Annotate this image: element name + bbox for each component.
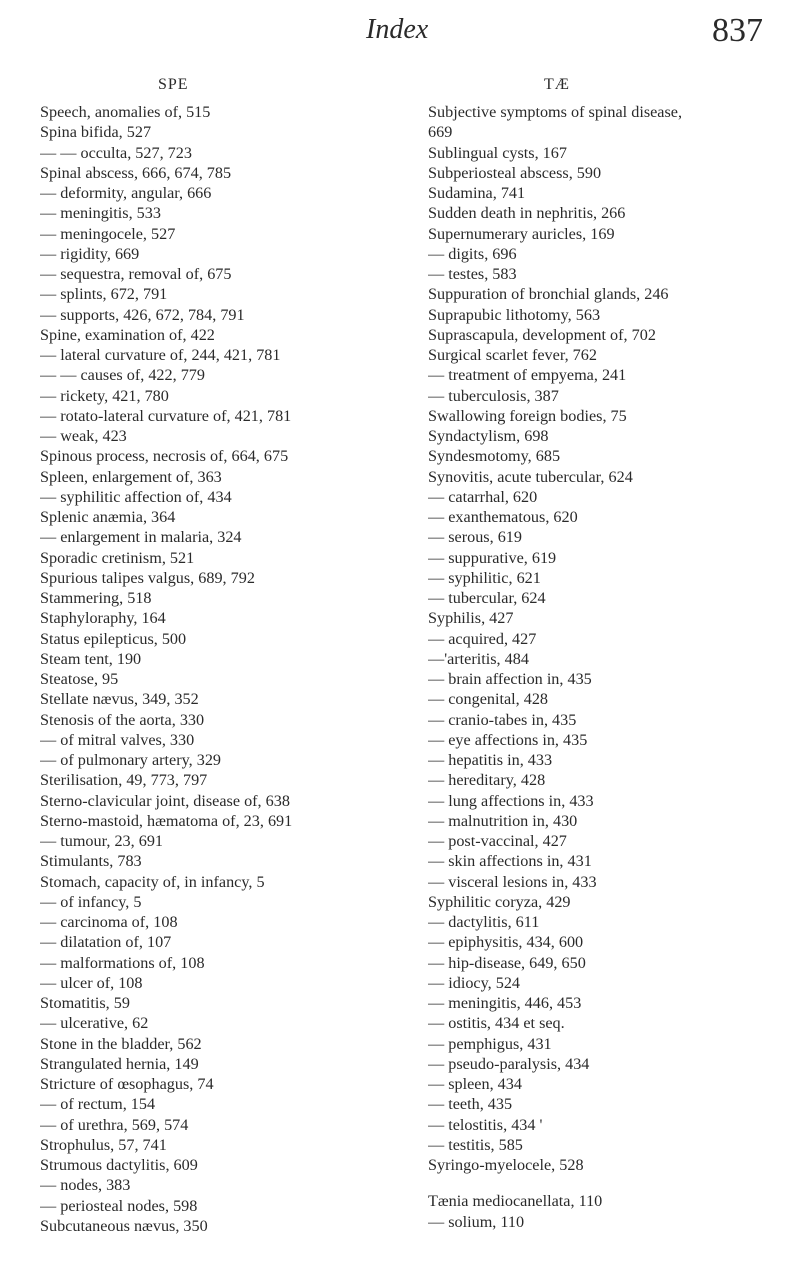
index-entry: — digits, 696 bbox=[428, 244, 517, 263]
index-entry: — malformations of, 108 bbox=[40, 953, 205, 972]
index-entry: — post-vaccinal, 427 bbox=[428, 832, 567, 850]
index-entry: — exanthematous, 620 bbox=[428, 508, 578, 526]
index-entry: Stone in the bladder, 562 bbox=[40, 1034, 202, 1053]
index-entry: — — causes of, 422, 779 bbox=[40, 366, 205, 385]
index-entry: Splenic anæmia, 364 bbox=[40, 508, 176, 526]
index-entry: — of infancy, 5 bbox=[40, 892, 142, 911]
index-entry: — rotato-lateral curvature of, 421, 781 bbox=[40, 406, 292, 425]
index-entry: — meningitis, 446, 453 bbox=[428, 994, 582, 1012]
index-entry: — teeth, 435 bbox=[428, 1095, 513, 1114]
index-entry: Staphyloraphy, 164 bbox=[40, 609, 166, 628]
index-entry: — spleen, 434 bbox=[428, 1075, 522, 1093]
index-entry: — lung affections in, 433 bbox=[428, 791, 594, 810]
left-column-heading: SPE bbox=[158, 76, 189, 93]
index-entry: — treatment of empyema, 241 bbox=[428, 366, 627, 385]
index-entry: — meningocele, 527 bbox=[40, 224, 176, 243]
index-entry: — serous, 619 bbox=[428, 528, 522, 547]
taenia-entry-list bbox=[428, 1191, 800, 1232]
index-entry: — lateral curvature of, 244, 421, 781 bbox=[40, 346, 281, 364]
index-entry: Syphilis, 427 bbox=[428, 609, 514, 628]
index-entry: — weak, 423 bbox=[40, 427, 127, 445]
index-entry: — hepatitis in, 433 bbox=[428, 751, 553, 769]
index-entry: Sterilisation, 49, 773, 797 bbox=[40, 771, 208, 790]
index-entry: Strangulated hernia, 149 bbox=[40, 1054, 199, 1073]
index-entry: — supports, 426, 672, 784, 791 bbox=[40, 305, 245, 324]
index-entry: — — occulta, 527, 723 bbox=[40, 143, 192, 162]
index-entry: — skin affections in, 431 bbox=[428, 852, 592, 871]
index-entry: Stenosis of the aorta, 330 bbox=[40, 710, 205, 729]
index-entry: — rickety, 421, 780 bbox=[40, 386, 169, 405]
index-entry: Sudden death in nephritis, 266 bbox=[428, 204, 626, 223]
left-column bbox=[40, 74, 400, 1236]
index-entry: — idiocy, 524 bbox=[428, 973, 521, 992]
index-entry: — visceral lesions in, 433 bbox=[428, 872, 597, 891]
index-entry: — pemphigus, 431 bbox=[428, 1034, 552, 1053]
index-entry: Speech, anomalies of, 515 bbox=[40, 103, 211, 121]
index-entry: — deformity, angular, 666 bbox=[40, 184, 212, 202]
index-entry: — dilatation of, 107 bbox=[40, 933, 172, 952]
index-entry: Syphilitic coryza, 429 bbox=[428, 892, 571, 911]
index-entry: — hereditary, 428 bbox=[428, 771, 546, 790]
index-entry: Subperiosteal abscess, 590 bbox=[428, 163, 602, 182]
index-entry: — cranio-tabes in, 435 bbox=[428, 710, 577, 729]
index-entry: Status epilepticus, 500 bbox=[40, 629, 187, 648]
index-entry: — nodes, 383 bbox=[40, 1176, 131, 1195]
index-entry: Supernumerary auricles, 169 bbox=[428, 224, 615, 243]
index-entry: Sublingual cysts, 167 bbox=[428, 143, 567, 162]
left-entry-list bbox=[40, 102, 400, 1236]
index-entry: — enlargement in malaria, 324 bbox=[40, 528, 242, 547]
index-entry: Stimulants, 783 bbox=[40, 852, 142, 871]
index-entry: — testes, 583 bbox=[428, 265, 517, 283]
index-entry: — ulcer of, 108 bbox=[40, 973, 143, 992]
right-column-heading: TÆ bbox=[544, 76, 570, 93]
index-entry: — carcinoma of, 108 bbox=[40, 913, 178, 931]
page-number: 837 bbox=[712, 12, 763, 49]
index-entry: —'arteritis, 484 bbox=[428, 649, 529, 668]
index-entry: — malnutrition in, 430 bbox=[428, 811, 578, 830]
index-entry: — ulcerative, 62 bbox=[40, 1014, 149, 1033]
running-title: Index bbox=[366, 14, 429, 45]
index-entry: Spleen, enlargement of, 363 bbox=[40, 467, 222, 486]
index-entry: — periosteal nodes, 598 bbox=[40, 1196, 198, 1215]
index-entry: — of mitral valves, 330 bbox=[40, 730, 195, 749]
index-entry: — telostitis, 434 ' bbox=[428, 1115, 543, 1134]
index-entry: — splints, 672, 791 bbox=[40, 285, 168, 304]
index-entry: Sterno-clavicular joint, disease of, 638 bbox=[40, 791, 290, 810]
index-entry: — of rectum, 154 bbox=[40, 1095, 156, 1114]
page-header bbox=[0, 6, 800, 62]
index-entry: — meningitis, 533 bbox=[40, 204, 161, 223]
index-entry: Suprascapula, development of, 702 bbox=[428, 325, 656, 344]
index-entry: — testitis, 585 bbox=[428, 1135, 523, 1154]
index-entry: Sterno-mastoid, hæmatoma of, 23, 691 bbox=[40, 811, 293, 830]
index-entry: Strumous dactylitis, 609 bbox=[40, 1156, 198, 1174]
index-entry: Stammering, 518 bbox=[40, 589, 152, 607]
index-entry: — of urethra, 569, 574 bbox=[40, 1115, 189, 1134]
index-entry: — sequestra, removal of, 675 bbox=[40, 265, 232, 283]
index-entry: — suppurative, 619 bbox=[428, 548, 557, 567]
index-entry: — ostitis, 434 et seq. bbox=[428, 1014, 565, 1033]
index-entry: Syringo-myelocele, 528 bbox=[428, 1156, 584, 1174]
index-entry: Strophulus, 57, 741 bbox=[40, 1135, 167, 1154]
index-entry: Steatose, 95 bbox=[40, 670, 119, 688]
right-entry-list bbox=[428, 102, 800, 1175]
index-entry: Subjective symptoms of spinal disease, bbox=[428, 103, 683, 121]
index-entry: Spine, examination of, 422 bbox=[40, 325, 215, 344]
index-entry: — syphilitic affection of, 434 bbox=[40, 487, 232, 506]
index-entry: Surgical scarlet fever, 762 bbox=[428, 346, 597, 364]
index-entry: — tumour, 23, 691 bbox=[40, 832, 164, 850]
index-entry: Stricture of œsophagus, 74 bbox=[40, 1075, 214, 1093]
index-entry: — syphilitic, 621 bbox=[428, 568, 541, 587]
index-entry: — rigidity, 669 bbox=[40, 244, 140, 263]
index-entry: — acquired, 427 bbox=[428, 629, 537, 648]
right-column bbox=[428, 74, 800, 1232]
index-entry: — tuberculosis, 387 bbox=[428, 386, 559, 405]
index-entry: Stellate nævus, 349, 352 bbox=[40, 690, 199, 709]
index-entry: — eye affections in, 435 bbox=[428, 730, 588, 749]
index-entry: Swallowing foreign bodies, 75 bbox=[428, 406, 627, 425]
index-entry: Spina bifida, 527 bbox=[40, 123, 152, 142]
index-entry: Sudamina, 741 bbox=[428, 184, 526, 202]
index-entry: — solium, 110 bbox=[428, 1212, 525, 1231]
index-entry: Subcutaneous nævus, 350 bbox=[40, 1216, 208, 1235]
index-entry: — congenital, 428 bbox=[428, 690, 549, 709]
index-entry: Tænia mediocanellata, 110 bbox=[428, 1192, 603, 1211]
index-entry: 669 bbox=[428, 123, 453, 142]
index-entry: Syndesmotomy, 685 bbox=[428, 447, 561, 466]
index-entry: Spinal abscess, 666, 674, 785 bbox=[40, 163, 232, 182]
index-entry: Spinous process, necrosis of, 664, 675 bbox=[40, 447, 289, 466]
index-entry: Stomatitis, 59 bbox=[40, 994, 130, 1012]
index-entry: Suprapubic lithotomy, 563 bbox=[428, 305, 601, 324]
index-entry: — brain affection in, 435 bbox=[428, 670, 592, 688]
index-entry: — tubercular, 624 bbox=[428, 589, 546, 607]
index-entry: Stomach, capacity of, in infancy, 5 bbox=[40, 872, 265, 891]
index-entry: Synovitis, acute tubercular, 624 bbox=[428, 467, 633, 486]
index-entry: — catarrhal, 620 bbox=[428, 487, 538, 506]
index-entry: — hip-disease, 649, 650 bbox=[428, 953, 586, 972]
index-entry: — epiphysitis, 434, 600 bbox=[428, 933, 584, 952]
index-entry: — dactylitis, 611 bbox=[428, 913, 540, 931]
index-entry: Spurious talipes valgus, 689, 792 bbox=[40, 568, 255, 587]
index-entry: Steam tent, 190 bbox=[40, 649, 142, 668]
index-entry: Syndactylism, 698 bbox=[428, 427, 549, 445]
index-entry: — of pulmonary artery, 329 bbox=[40, 751, 222, 769]
index-entry: Suppuration of bronchial glands, 246 bbox=[428, 285, 669, 304]
index-entry: — pseudo-paralysis, 434 bbox=[428, 1054, 590, 1073]
index-entry: Sporadic cretinism, 521 bbox=[40, 548, 195, 567]
